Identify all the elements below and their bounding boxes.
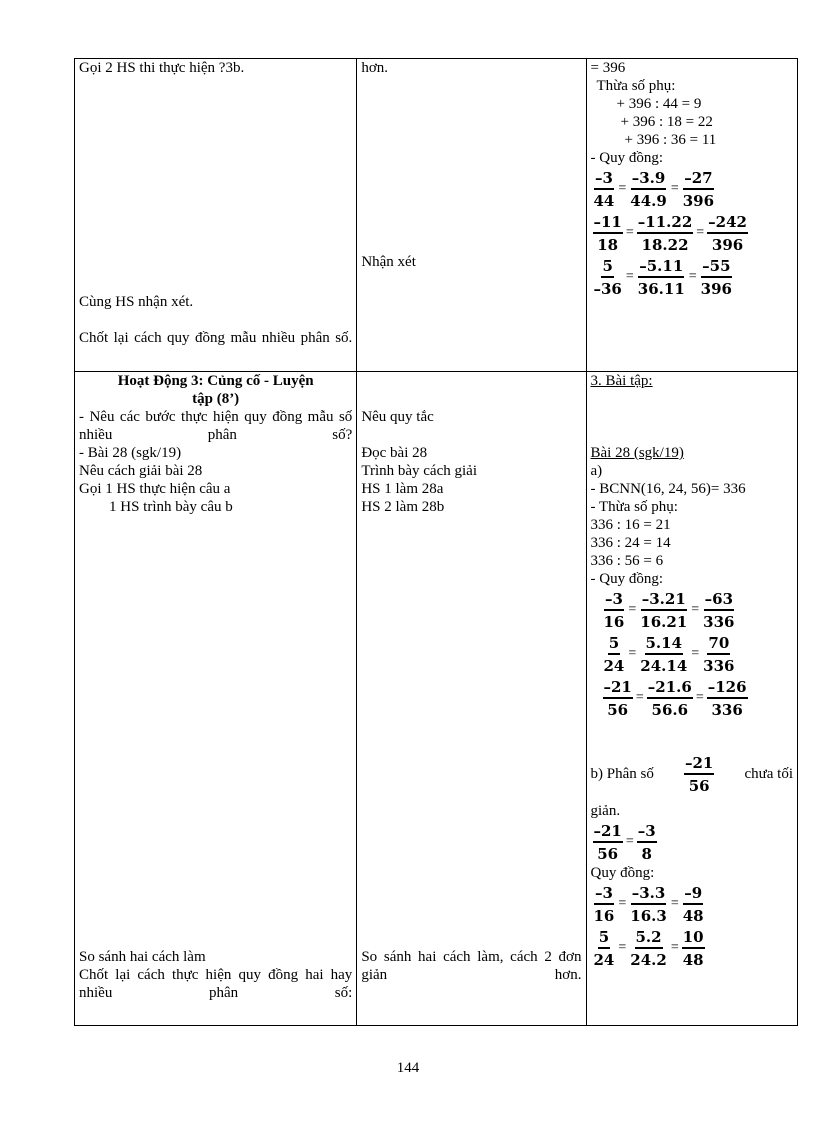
denominator: 56 xyxy=(688,776,710,795)
solution-cell xyxy=(586,372,798,1026)
numerator: –3.9 xyxy=(631,169,667,190)
fraction xyxy=(629,884,668,925)
denominator: 24 xyxy=(593,950,615,969)
solution-cell xyxy=(586,59,798,372)
denominator: 16.21 xyxy=(640,612,688,631)
factor-line: + 396 : 36 = 11 xyxy=(624,132,717,148)
fraction xyxy=(647,678,693,719)
quy-dong-label: - Quy đồng: xyxy=(590,150,663,166)
denominator: 48 xyxy=(682,906,704,925)
fraction xyxy=(684,754,714,795)
denominator: 396 xyxy=(700,279,732,298)
numerator: 70 xyxy=(707,634,730,655)
denominator: 36.11 xyxy=(637,279,685,298)
numerator: –3.21 xyxy=(641,590,687,611)
fraction-equation-list xyxy=(591,588,794,720)
factor-title: Thừa số phụ: xyxy=(596,78,676,94)
student-comment: Nhận xét xyxy=(361,254,416,270)
numerator: 10 xyxy=(682,928,705,949)
activity-heading: Hoạt Động 3: Củng cố - Luyện xyxy=(117,373,314,389)
numerator: 5 xyxy=(598,928,610,949)
fraction xyxy=(682,169,715,210)
numerator: –27 xyxy=(683,169,713,190)
teacher-call-b: 1 HS trình bày câu b xyxy=(109,499,233,515)
fraction xyxy=(639,590,688,631)
equals-sign: = xyxy=(625,225,634,240)
denominator: 24.14 xyxy=(640,656,688,675)
fraction-equation xyxy=(601,632,794,676)
teacher-activity-cell xyxy=(75,372,357,1026)
numerator: –21 xyxy=(593,822,623,843)
equals-sign: = xyxy=(688,269,697,284)
factor-line: + 396 : 18 = 22 xyxy=(620,114,713,130)
simplify-equation xyxy=(591,820,794,864)
numerator: 5.14 xyxy=(645,634,684,655)
fraction xyxy=(702,590,735,631)
table-row xyxy=(75,59,798,372)
part-a-label: a) xyxy=(590,463,603,479)
fraction xyxy=(702,634,735,675)
denominator: 396 xyxy=(682,191,715,210)
numerator: –3 xyxy=(637,822,657,843)
equals-sign: = xyxy=(696,225,705,240)
student-activity-cell xyxy=(357,372,586,1026)
denominator: 16.3 xyxy=(630,906,667,925)
numerator: 5 xyxy=(608,634,620,655)
fraction-equation xyxy=(591,926,794,970)
equals-sign: = xyxy=(618,896,627,911)
numerator: 5.2 xyxy=(635,928,663,949)
student-present: Trình bày cách giải xyxy=(361,463,477,479)
equals-sign: = xyxy=(670,896,679,911)
fraction xyxy=(637,257,686,298)
teacher-compare: So sánh hai cách làm xyxy=(79,949,206,965)
teacher-call-a: Gọi 1 HS thực hiện câu a xyxy=(79,481,231,497)
denominator: 48 xyxy=(682,950,704,969)
solution-line: = 396 xyxy=(590,60,626,76)
fraction xyxy=(637,213,693,254)
teacher-question: - Nêu các bước thực hiện quy đồng mẫu số nhiều phân số? xyxy=(79,409,353,443)
teacher-homework: - Bài 28 (sgk/19) xyxy=(79,445,182,461)
page-number: 144 xyxy=(396,1060,420,1076)
denominator: 18 xyxy=(597,235,619,254)
fraction-equation xyxy=(591,167,794,211)
equals-sign: = xyxy=(670,940,679,955)
fraction xyxy=(707,678,748,719)
denominator: 16 xyxy=(603,612,625,631)
fraction-equation xyxy=(601,588,794,632)
numerator: –3.3 xyxy=(631,884,667,905)
fraction xyxy=(700,257,733,298)
factor-title: - Thừa số phụ: xyxy=(590,499,678,515)
equals-sign: = xyxy=(628,602,637,617)
student-read: Đọc bài 28 xyxy=(361,445,428,461)
student-cont: hơn. xyxy=(361,60,388,76)
equals-sign: = xyxy=(628,646,637,661)
fraction xyxy=(593,928,616,969)
table-row xyxy=(75,372,798,1026)
denominator: 396 xyxy=(711,235,744,254)
numerator: –21 xyxy=(603,678,633,699)
equals-sign: = xyxy=(635,690,644,705)
activity-heading: tập (8’) xyxy=(192,391,240,407)
denominator: 336 xyxy=(711,700,743,719)
denominator: 18.22 xyxy=(641,235,689,254)
part-b-post2: giản. xyxy=(590,803,621,819)
denominator: 56 xyxy=(607,700,629,719)
equals-sign: = xyxy=(670,181,679,196)
bcnn-line: - BCNN(16, 24, 56)= 336 xyxy=(590,481,746,497)
student-activity-cell xyxy=(357,59,586,372)
numerator: –5.11 xyxy=(638,257,684,278)
fraction xyxy=(593,822,623,863)
numerator: –11.22 xyxy=(637,213,693,234)
equals-sign: = xyxy=(618,940,627,955)
fraction-equation xyxy=(591,255,794,299)
denominator: –36 xyxy=(593,279,622,298)
part-b-post: chưa tối xyxy=(744,766,793,782)
equals-sign: = xyxy=(691,602,700,617)
denominator: 56.6 xyxy=(651,700,689,719)
equals-sign: = xyxy=(625,269,634,284)
numerator: –242 xyxy=(707,213,748,234)
denominator: 16 xyxy=(593,906,615,925)
fraction xyxy=(603,678,633,719)
numerator: –126 xyxy=(707,678,748,699)
student-compare: So sánh hai cách làm, cách 2 đơn giản hơn. xyxy=(361,949,582,983)
teacher-conclude: Chốt lại cách quy đồng mẫu nhiều phân số. xyxy=(79,330,353,346)
teacher-review: Cùng HS nhận xét. xyxy=(79,294,194,310)
equals-sign: = xyxy=(695,690,704,705)
part-b-pre: b) Phân số xyxy=(590,766,654,782)
exercise-ref: Bài 28 (sgk/19) xyxy=(590,445,684,461)
lesson-table xyxy=(74,58,798,1026)
fraction-equation-list xyxy=(591,167,794,299)
factor-line: 336 : 56 = 6 xyxy=(590,553,664,569)
denominator: 56 xyxy=(597,844,619,863)
fraction xyxy=(593,257,623,298)
fraction xyxy=(593,169,616,210)
numerator: –21 xyxy=(684,754,714,775)
denominator: 336 xyxy=(703,656,735,675)
fraction xyxy=(682,928,705,969)
fraction xyxy=(603,634,626,675)
fraction xyxy=(682,884,705,925)
fraction-equation-list xyxy=(591,882,794,970)
fraction xyxy=(637,822,657,863)
quy-dong-label: Quy đồng: xyxy=(590,865,655,881)
fraction xyxy=(639,634,688,675)
student-hs2: HS 2 làm 28b xyxy=(361,499,445,515)
denominator: 44.9 xyxy=(630,191,667,210)
denominator: 8 xyxy=(641,844,652,863)
fraction xyxy=(707,213,748,254)
factor-line: 336 : 16 = 21 xyxy=(590,517,671,533)
exercise-title: 3. Bài tập: xyxy=(590,373,653,389)
denominator: 24.2 xyxy=(630,950,667,969)
part-b-line xyxy=(591,752,794,796)
factor-line: 336 : 24 = 14 xyxy=(590,535,671,551)
fraction xyxy=(593,884,616,925)
fraction-equation xyxy=(591,882,794,926)
denominator: 44 xyxy=(593,191,615,210)
factor-line: + 396 : 44 = 9 xyxy=(616,96,702,112)
numerator: –3 xyxy=(594,169,614,190)
student-hs1: HS 1 làm 28a xyxy=(361,481,444,497)
quy-dong-label: - Quy đồng: xyxy=(590,571,663,587)
denominator: 24 xyxy=(603,656,625,675)
fraction-equation xyxy=(601,676,794,720)
numerator: –3 xyxy=(604,590,624,611)
denominator: 336 xyxy=(703,612,735,631)
equals-sign: = xyxy=(691,646,700,661)
teacher-conclude: Chốt lại cách thực hiện quy đồng hai hay nhiều phân số: xyxy=(79,967,353,1001)
equals-sign: = xyxy=(618,181,627,196)
numerator: –63 xyxy=(704,590,734,611)
fraction xyxy=(629,169,668,210)
equals-sign: = xyxy=(625,834,634,849)
numerator: –3 xyxy=(594,884,614,905)
teacher-call: Gọi 2 HS thi thực hiện ?3b. xyxy=(79,60,245,76)
fraction xyxy=(629,928,668,969)
teacher-activity-cell xyxy=(75,59,357,372)
numerator: –9 xyxy=(683,884,703,905)
fraction-equation xyxy=(591,211,794,255)
numerator: –55 xyxy=(701,257,731,278)
fraction xyxy=(603,590,626,631)
numerator: –11 xyxy=(593,213,623,234)
teacher-how: Nêu cách giải bài 28 xyxy=(79,463,203,479)
numerator: 5 xyxy=(601,257,613,278)
student-rule: Nêu quy tắc xyxy=(361,409,434,425)
fraction xyxy=(593,213,623,254)
numerator: –21.6 xyxy=(647,678,693,699)
